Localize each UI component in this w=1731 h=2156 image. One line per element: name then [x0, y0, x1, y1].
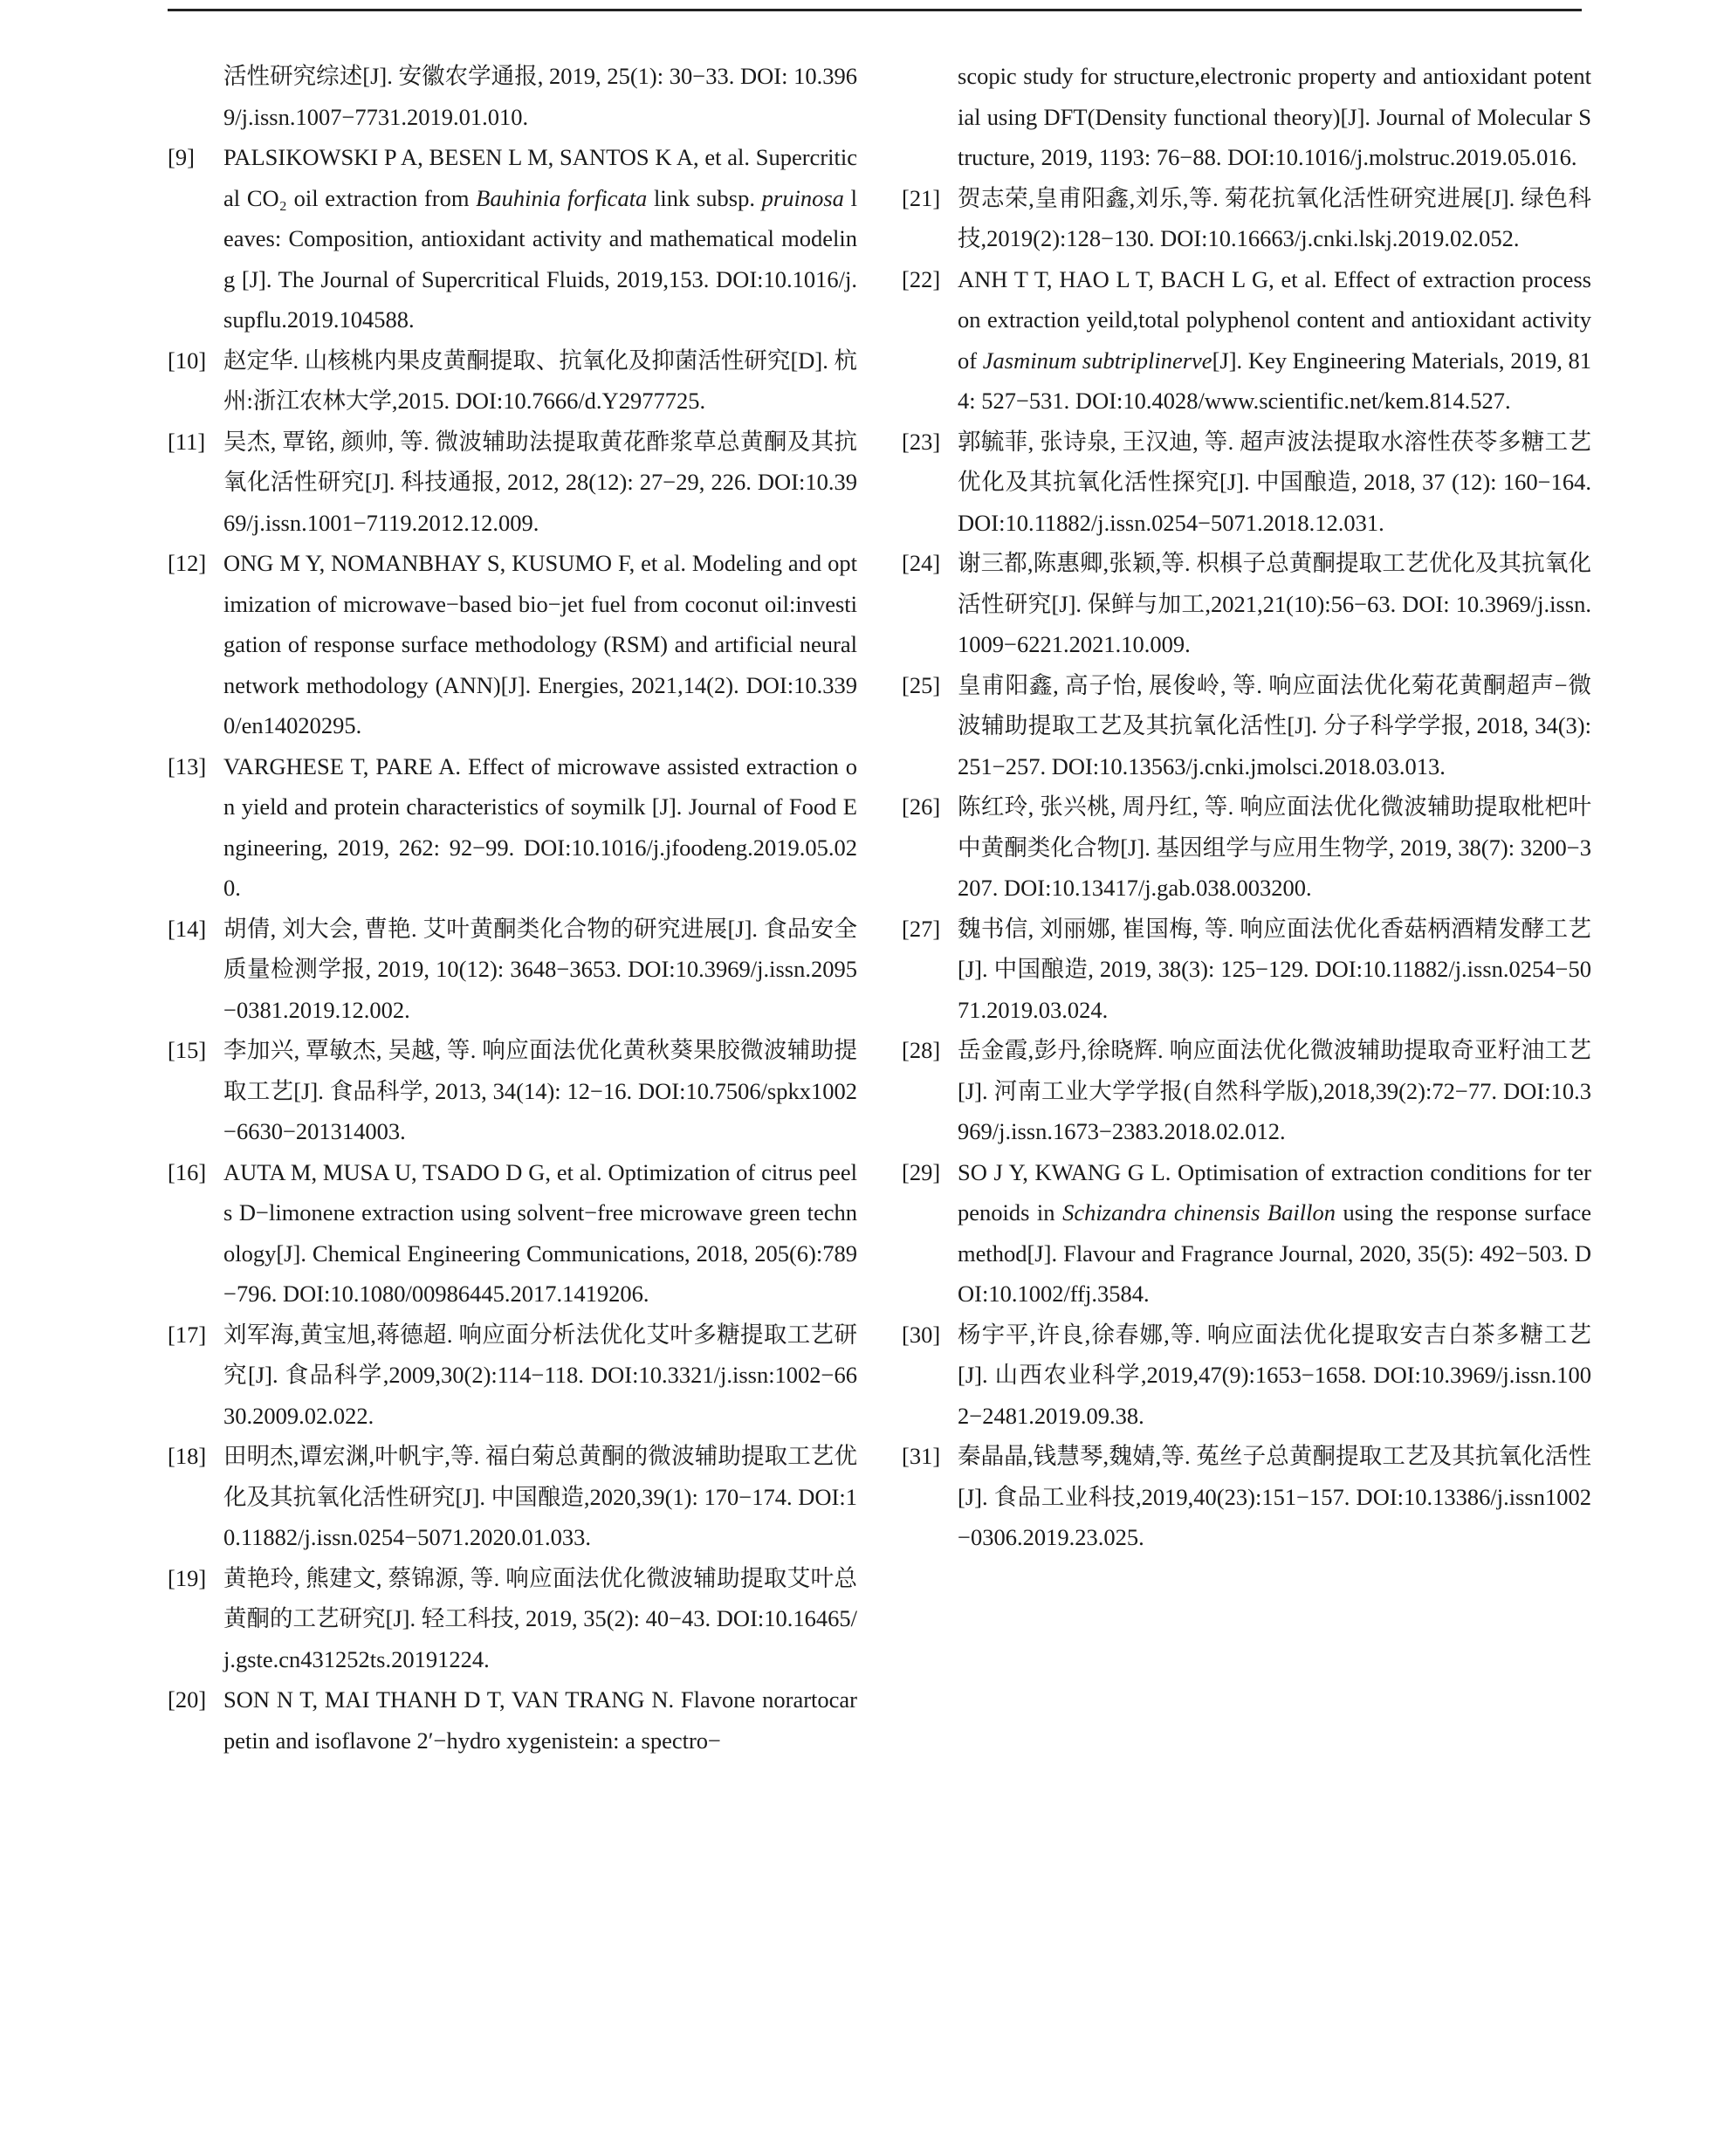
- reference-text: PALSIKOWSKI P A, BESEN L M, SANTOS K A, et al. Supercritical CO₂ oil extraction from Bauhinia forficata link subsp. pruinosa leaves: Composition, antioxidant activity and mathematical modeling [J]. The Journal of Supercritical Fluids, 2019,153. DOI:10.1016/j.supflu.2019.104588.: [223, 144, 857, 333]
- reference-number: [14]: [168, 915, 207, 942]
- reference-text: scopic study for structure,electronic property and antioxidant potential using DFT(Density functional theory)[J]. Journal of Molecular Structure, 2019, 1193: 76−88. DOI:10.1016/j.molstruc.2019.05.016.: [958, 63, 1591, 170]
- reference-text: 杨宇平,许良,徐春娜,等. 响应面法优化提取安吉白茶多糖工艺[J]. 山西农业科学,2019,47(9):1653−1658. DOI:10.3969/j.issn.1002−2481.2019.09.38.: [958, 1321, 1591, 1429]
- reference-number: [21]: [902, 184, 941, 211]
- reference-number: [10]: [168, 347, 207, 374]
- reference-item: [902, 178, 1591, 259]
- reference-text: 魏书信, 刘丽娜, 崔国梅, 等. 响应面法优化香菇柄酒精发酵工艺[J]. 中国酿造, 2019, 38(3): 125−129. DOI:10.11882/j.issn.0254−5071.2019.03.024.: [958, 915, 1591, 1023]
- reference-number: [24]: [902, 550, 941, 576]
- reference-number: [12]: [168, 550, 207, 576]
- reference-continuation: [902, 56, 1591, 178]
- reference-text: 李加兴, 覃敏杰, 吴越, 等. 响应面法优化黄秋葵果胶微波辅助提取工艺[J]. 食品科学, 2013, 34(14): 12−16. DOI:10.7506/spkx1002−6630−201314003.: [223, 1037, 857, 1144]
- reference-text: SON N T, MAI THANH D T, VAN TRANG N. Flavone norartocarpetin and isoflavone 2′−hydro xygenistein: a spectro−: [223, 1686, 857, 1754]
- reference-number: [31]: [902, 1443, 941, 1469]
- reference-number: [23]: [902, 428, 941, 455]
- reference-text: ONG M Y, NOMANBHAY S, KUSUMO F, et al. Modeling and optimization of microwave−based bio−jet fuel from coconut oil:investigation of response surface methodology (RSM) and artificial neural network methodology (ANN)[J]. Energies, 2021,14(2). DOI:10.3390/en14020295.: [223, 550, 857, 738]
- references-right-column: [902, 56, 1591, 1558]
- reference-item: [168, 1152, 857, 1315]
- reference-number: [22]: [902, 265, 941, 292]
- reference-item: [902, 1315, 1591, 1437]
- reference-text: 陈红玲, 张兴桃, 周丹红, 等. 响应面法优化微波辅助提取枇杷叶中黄酮类化合物[J]. 基因组学与应用生物学, 2019, 38(7): 3200−3207. DOI:10.13417/j.gab.038.003200.: [958, 793, 1591, 901]
- reference-item: [168, 543, 857, 746]
- reference-item: [902, 543, 1591, 665]
- reference-text: SO J Y, KWANG G L. Optimisation of extraction conditions for terpenoids in Schizandra chinensis Baillon using the response surface method[J]. Flavour and Fragrance Journal, 2020, 35(5): 492−503. DOI:10.1002/ffj.3584.: [958, 1158, 1591, 1307]
- reference-text: 皇甫阳鑫, 高子怡, 展俊岭, 等. 响应面法优化菊花黄酮超声−微波辅助提取工艺及其抗氧化活性[J]. 分子科学学报, 2018, 34(3): 251−257. DOI:10.13563/j.cnki.jmolsci.2018.03.013.: [958, 671, 1591, 779]
- references-left-column: [168, 56, 857, 1761]
- reference-item: [902, 1436, 1591, 1558]
- reference-item: [902, 665, 1591, 787]
- reference-text: 活性研究综述[J]. 安徽农学通报, 2019, 25(1): 30−33. DOI: 10.3969/j.issn.1007−7731.2019.01.010.: [223, 63, 857, 130]
- reference-text: 田明杰,谭宏渊,叶帆宇,等. 福白菊总黄酮的微波辅助提取工艺优化及其抗氧化活性研究[J]. 中国酿造,2020,39(1): 170−174. DOI:10.11882/j.issn.0254−5071.2020.01.033.: [223, 1443, 857, 1550]
- reference-text: 谢三都,陈惠卿,张颖,等. 枳椇子总黄酮提取工艺优化及其抗氧化活性研究[J]. 保鲜与加工,2021,21(10):56−63. DOI: 10.3969/j.issn.1009−6221.2021.10.009.: [958, 550, 1591, 657]
- reference-item: [168, 1030, 857, 1152]
- reference-text: 岳金霞,彭丹,徐晓辉. 响应面法优化微波辅助提取奇亚籽油工艺[J]. 河南工业大学学报(自然科学版),2018,39(2):72−77. DOI:10.3969/j.issn.1673−2383.2018.02.012.: [958, 1037, 1591, 1144]
- reference-number: [11]: [168, 428, 206, 455]
- reference-text: 贺志荣,皇甫阳鑫,刘乐,等. 菊花抗氧化活性研究进展[J]. 绿色科技,2019(2):128−130. DOI:10.16663/j.cnki.lskj.2019.02.052.: [958, 184, 1591, 251]
- reference-item: [902, 259, 1591, 422]
- reference-text: AUTA M, MUSA U, TSADO D G, et al. Optimization of citrus peels D−limonene extraction using solvent−free microwave green technology[J]. Chemical Engineering Communications, 2018, 205(6):789−796. DOI:10.1080/00986445.2017.1419206.: [223, 1158, 857, 1307]
- reference-number: [27]: [902, 915, 941, 942]
- reference-number: [29]: [902, 1158, 941, 1185]
- reference-number: [19]: [168, 1564, 207, 1591]
- reference-item: [168, 422, 857, 544]
- reference-number: [17]: [168, 1321, 207, 1348]
- reference-number: [9]: [168, 144, 195, 170]
- reference-item: [902, 422, 1591, 544]
- reference-item: [168, 1558, 857, 1680]
- reference-item: [168, 1679, 857, 1761]
- reference-text: ANH T T, HAO L T, BACH L G, et al. Effect of extraction process on extraction yeild,total polyphenol content and antioxidant activity of Jasminum subtriplinerve[J]. Key Engineering Materials, 2019, 814: 527−531. DOI:10.4028/www.scientific.net/kem.814.527.: [958, 265, 1591, 414]
- reference-item: [168, 1436, 857, 1558]
- reference-text: 赵定华. 山核桃内果皮黄酮提取、抗氧化及抑菌活性研究[D]. 杭州:浙江农林大学,2015. DOI:10.7666/d.Y2977725.: [223, 347, 857, 414]
- reference-item: [168, 746, 857, 909]
- reference-number: [20]: [168, 1686, 207, 1713]
- reference-text: 吴杰, 覃铭, 颜帅, 等. 微波辅助法提取黄花酢浆草总黄酮及其抗氧化活性研究[J]. 科技通报, 2012, 28(12): 27−29, 226. DOI:10.3969/j.issn.1001−7119.2012.12.009.: [223, 428, 857, 536]
- reference-number: [30]: [902, 1321, 941, 1348]
- reference-item: [168, 909, 857, 1031]
- header-rule: [168, 9, 1582, 11]
- reference-item: [168, 1315, 857, 1437]
- reference-number: [25]: [902, 671, 941, 698]
- reference-text: 刘军海,黄宝旭,蒋德超. 响应面分析法优化艾叶多糖提取工艺研究[J]. 食品科学,2009,30(2):114−118. DOI:10.3321/j.issn:1002−6630.2009.02.022.: [223, 1321, 857, 1429]
- reference-item: [168, 137, 857, 340]
- reference-text: 胡倩, 刘大会, 曹艳. 艾叶黄酮类化合物的研究进展[J]. 食品安全质量检测学报, 2019, 10(12): 3648−3653. DOI:10.3969/j.issn.2095−0381.2019.12.002.: [223, 915, 857, 1023]
- reference-continuation: [168, 56, 857, 137]
- reference-text: 黄艳玲, 熊建文, 蔡锦源, 等. 响应面法优化微波辅助提取艾叶总黄酮的工艺研究[J]. 轻工科技, 2019, 35(2): 40−43. DOI:10.16465/j.gste.cn431252ts.20191224.: [223, 1564, 857, 1672]
- reference-number: [16]: [168, 1158, 207, 1185]
- reference-item: [902, 786, 1591, 909]
- reference-number: [18]: [168, 1443, 207, 1469]
- reference-number: [28]: [902, 1037, 941, 1063]
- reference-item: [902, 1152, 1591, 1315]
- reference-number: [15]: [168, 1037, 207, 1063]
- reference-item: [168, 340, 857, 422]
- reference-number: [26]: [902, 793, 941, 820]
- reference-text: 秦晶晶,钱慧琴,魏婧,等. 菟丝子总黄酮提取工艺及其抗氧化活性[J]. 食品工业科技,2019,40(23):151−157. DOI:10.13386/j.issn1002−0306.2019.23.025.: [958, 1443, 1591, 1550]
- reference-number: [13]: [168, 752, 207, 779]
- reference-text: 郭毓菲, 张诗泉, 王汉迪, 等. 超声波法提取水溶性茯苓多糖工艺优化及其抗氧化活性探究[J]. 中国酿造, 2018, 37 (12): 160−164. DOI:10.11882/j.issn.0254−5071.2018.12.031.: [958, 428, 1591, 536]
- reference-item: [902, 1030, 1591, 1152]
- reference-item: [902, 909, 1591, 1031]
- reference-text: VARGHESE T, PARE A. Effect of microwave assisted extraction on yield and protein characteristics of soymilk [J]. Journal of Food Engineering, 2019, 262: 92−99. DOI:10.1016/j.jfoodeng.2019.05.020.: [223, 752, 857, 901]
